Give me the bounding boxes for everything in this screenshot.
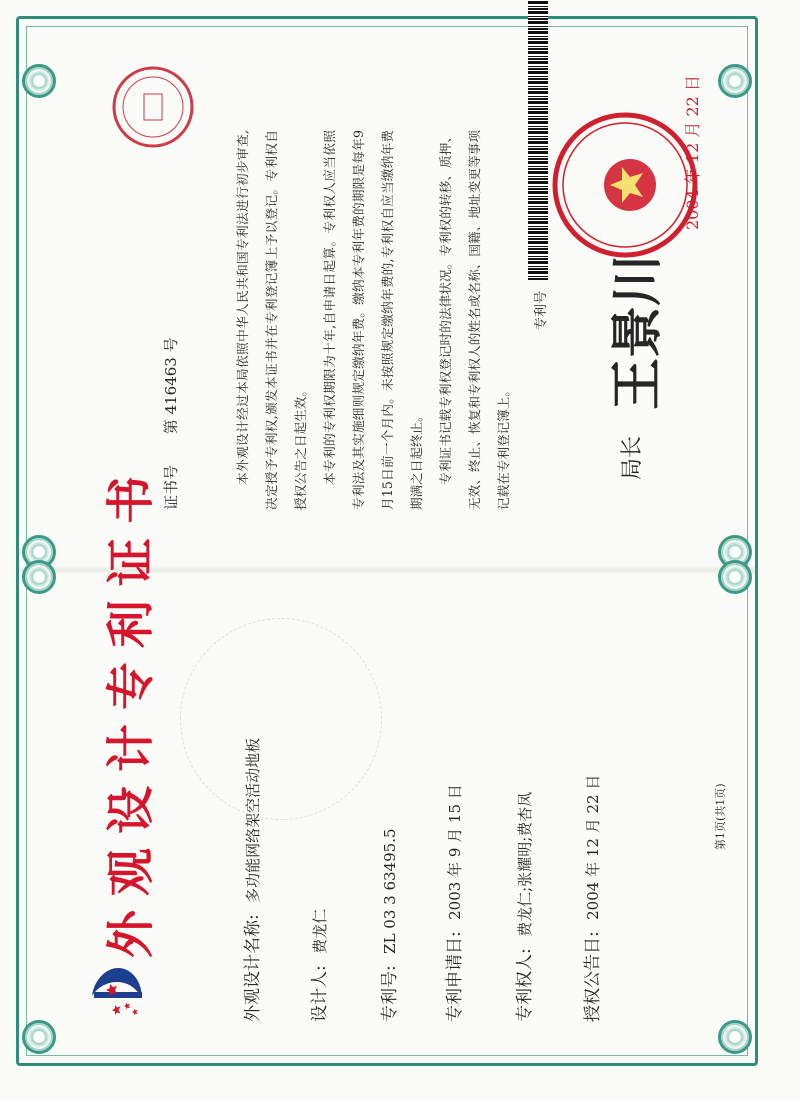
page-note: 第1页(共1页) [714, 783, 727, 850]
director-label: 局长 [620, 435, 645, 480]
patent-number-row [375, 829, 400, 1023]
patent-office-logo-icon [84, 958, 148, 1018]
certificate-number-label: 证书号 [162, 464, 180, 510]
official-seal-icon [550, 110, 700, 260]
agency-stamp-icon [110, 64, 196, 150]
security-watermark [180, 618, 382, 820]
designer-label: 设计人: [310, 965, 330, 1022]
director-signature: 王景川 [607, 253, 668, 410]
certificate-body [228, 130, 518, 510]
filing-date-row [440, 784, 465, 1022]
patent-barcode [528, 0, 548, 280]
grant-date-row [578, 775, 603, 1022]
certificate-title: 外观设计专利证书 [103, 461, 159, 958]
director-row [615, 436, 646, 480]
patentee-value: 费龙仁;张耀明;费杏凤 [516, 791, 534, 937]
patent-number-barcode-row [530, 291, 549, 330]
barcode-label: 专利号 [534, 290, 549, 330]
patent-number-label: 专利号: [380, 965, 400, 1022]
certificate-content [40, 50, 760, 1050]
design-name-value: 多功能网络架空活动地板 [244, 737, 262, 903]
body-paragraph: 本外观设计经过本局依照中华人民共和国专利法进行初步审查,决定授予专利权,颁发本证书并在专利登记簿上予以登记。专利权自授权公告之日起生效。 [235, 130, 308, 510]
seal-date: 2004 年 12 月 22 日 [683, 75, 702, 230]
patentee-row [510, 792, 535, 1022]
filing-date-value: 2003 年 9 月 15 日 [446, 784, 464, 920]
certificate-number-row [160, 337, 181, 510]
design-name-label: 外观设计名称: [243, 914, 263, 1022]
patent-number-value: ZL 03 3 63495.5 [381, 828, 399, 954]
designer-row [305, 909, 330, 1022]
grant-date-label: 授权公告日: [583, 931, 603, 1022]
body-paragraph: 专利证书记载专利权登记时的法律状况。专利权的转移、质押、无效、终止、恢复和专利权人的姓名或名称、国籍、地址变更等事项记载在专利登记簿上。 [438, 130, 511, 510]
designer-value: 费龙仁 [311, 908, 329, 954]
patentee-label: 专利权人: [515, 948, 535, 1022]
grant-date-value: 2004 年 12 月 22 日 [584, 774, 602, 920]
filing-date-label: 专利申请日: [445, 931, 465, 1022]
certificate-number-value: 第 416463 号 [162, 337, 180, 435]
body-paragraph: 本专利的专利权期限为十年,自申请日起算。专利权人应当依照专利法及其实施细则规定缴纳年费。缴纳本专利年费的期限是每年9月15日前一个月内。未按照规定缴纳年费的,专利权自应当缴纳年费期满之日起终止。 [322, 130, 424, 510]
